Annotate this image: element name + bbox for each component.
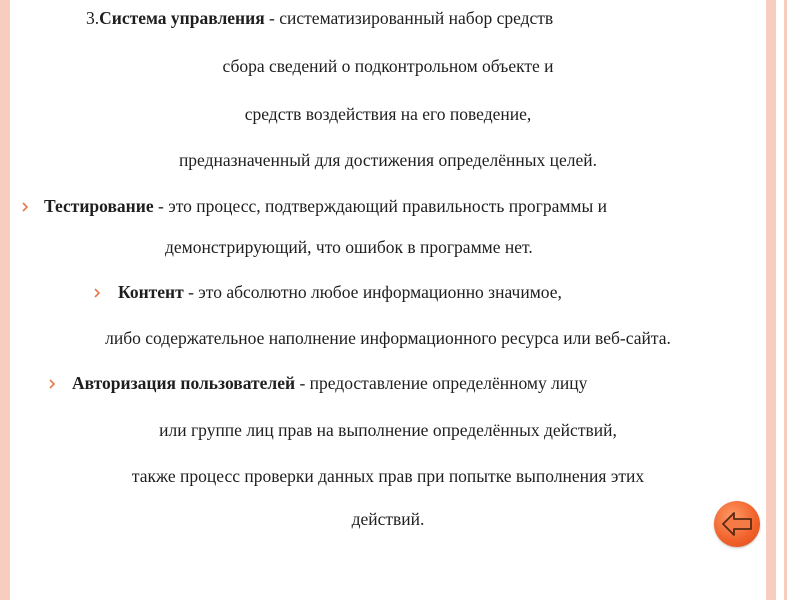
definition-authorization-line-3: также процесс проверки данных прав при попытке выполнения этих <box>131 466 645 486</box>
arrow-bullet-icon <box>91 287 103 299</box>
term-content: Контент <box>118 282 184 302</box>
definition-control-system-line-4: предназначенный для достижения определённых целей. <box>178 150 598 170</box>
arrow-bullet-icon <box>46 378 58 390</box>
back-arrow-icon <box>714 501 760 547</box>
definition-text: - это абсолютно любое информационно значимое, <box>183 282 562 302</box>
term-testing: Тестирование <box>44 196 154 216</box>
arrow-bullet-icon <box>19 201 31 213</box>
definition-testing-line-1 <box>44 195 607 217</box>
definition-text: - предоставление определённому лицу <box>295 373 588 393</box>
definition-text: - систематизированный набор средств <box>264 8 554 28</box>
definition-authorization-line-1 <box>72 372 587 394</box>
decorative-border-right <box>766 0 776 600</box>
definition-authorization-line-4: действий. <box>351 509 425 529</box>
definition-text: - это процесс, подтверждающий правильность программы и <box>153 196 607 216</box>
decorative-border-right-thin <box>784 0 787 600</box>
term-authorization: Авторизация пользователей <box>72 373 296 393</box>
term-control-system: Система управления <box>99 8 265 28</box>
definition-content-line-2: либо содержательное наполнение информационного ресурса или веб-сайта. <box>105 328 671 348</box>
definition-testing-line-2: демонстрирующий, что ошибок в программе нет. <box>165 237 533 257</box>
decorative-border-left <box>0 0 10 600</box>
definition-control-system-line-2: сбора сведений о подконтрольном объекте и <box>222 56 554 76</box>
definition-content-line-1 <box>118 281 562 303</box>
back-button[interactable] <box>714 501 760 547</box>
definition-number: 3. <box>86 8 100 28</box>
definition-control-system-line-1 <box>86 7 553 29</box>
definition-authorization-line-2: или группе лиц прав на выполнение определённых действий, <box>159 420 617 440</box>
definition-control-system-line-3: средств воздействия на его поведение, <box>244 104 532 124</box>
